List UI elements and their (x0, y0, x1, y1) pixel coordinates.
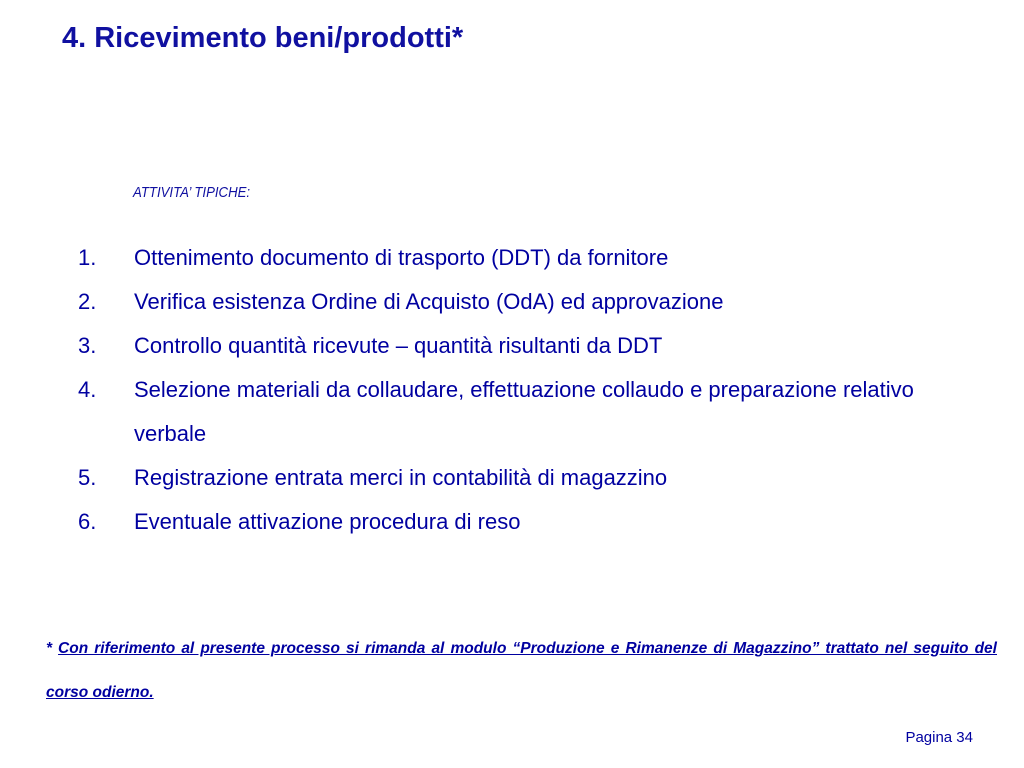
item-number: 2. (78, 289, 97, 314)
list-item (78, 368, 958, 456)
footnote-marker: * (46, 640, 53, 657)
footnote-text: Con riferimento al presente processo si rimanda al modulo “Produzione e Rimanenze di Magazzino” trattato nel seguito del corso odierno. (46, 640, 997, 701)
item-text: Eventuale attivazione procedura di reso (134, 509, 521, 534)
list-item (78, 456, 958, 500)
item-text: Ottenimento documento di trasporto (DDT) da fornitore (134, 245, 669, 270)
item-number: 4. (78, 377, 97, 402)
footnote (46, 627, 997, 715)
list-item (78, 236, 958, 280)
list-item (78, 500, 958, 544)
slide-title: 4. Ricevimento beni/prodotti* (62, 22, 464, 54)
item-text: Selezione materiali da collaudare, effettuazione collaudo e preparazione relativo verbale (134, 377, 914, 446)
item-number: 3. (78, 333, 97, 358)
page-number: Pagina 34 (905, 729, 973, 746)
activity-list (78, 236, 958, 544)
item-number: 5. (78, 465, 97, 490)
list-item (78, 280, 958, 324)
item-number: 1. (78, 245, 97, 270)
item-text: Registrazione entrata merci in contabilità di magazzino (134, 465, 668, 490)
item-text: Controllo quantità ricevute – quantità risultanti da DDT (134, 333, 663, 358)
item-text: Verifica esistenza Ordine di Acquisto (OdA) ed approvazione (134, 289, 724, 314)
item-number: 6. (78, 509, 97, 534)
section-label: ATTIVITA’ TIPICHE: (133, 184, 251, 201)
list-item (78, 324, 958, 368)
